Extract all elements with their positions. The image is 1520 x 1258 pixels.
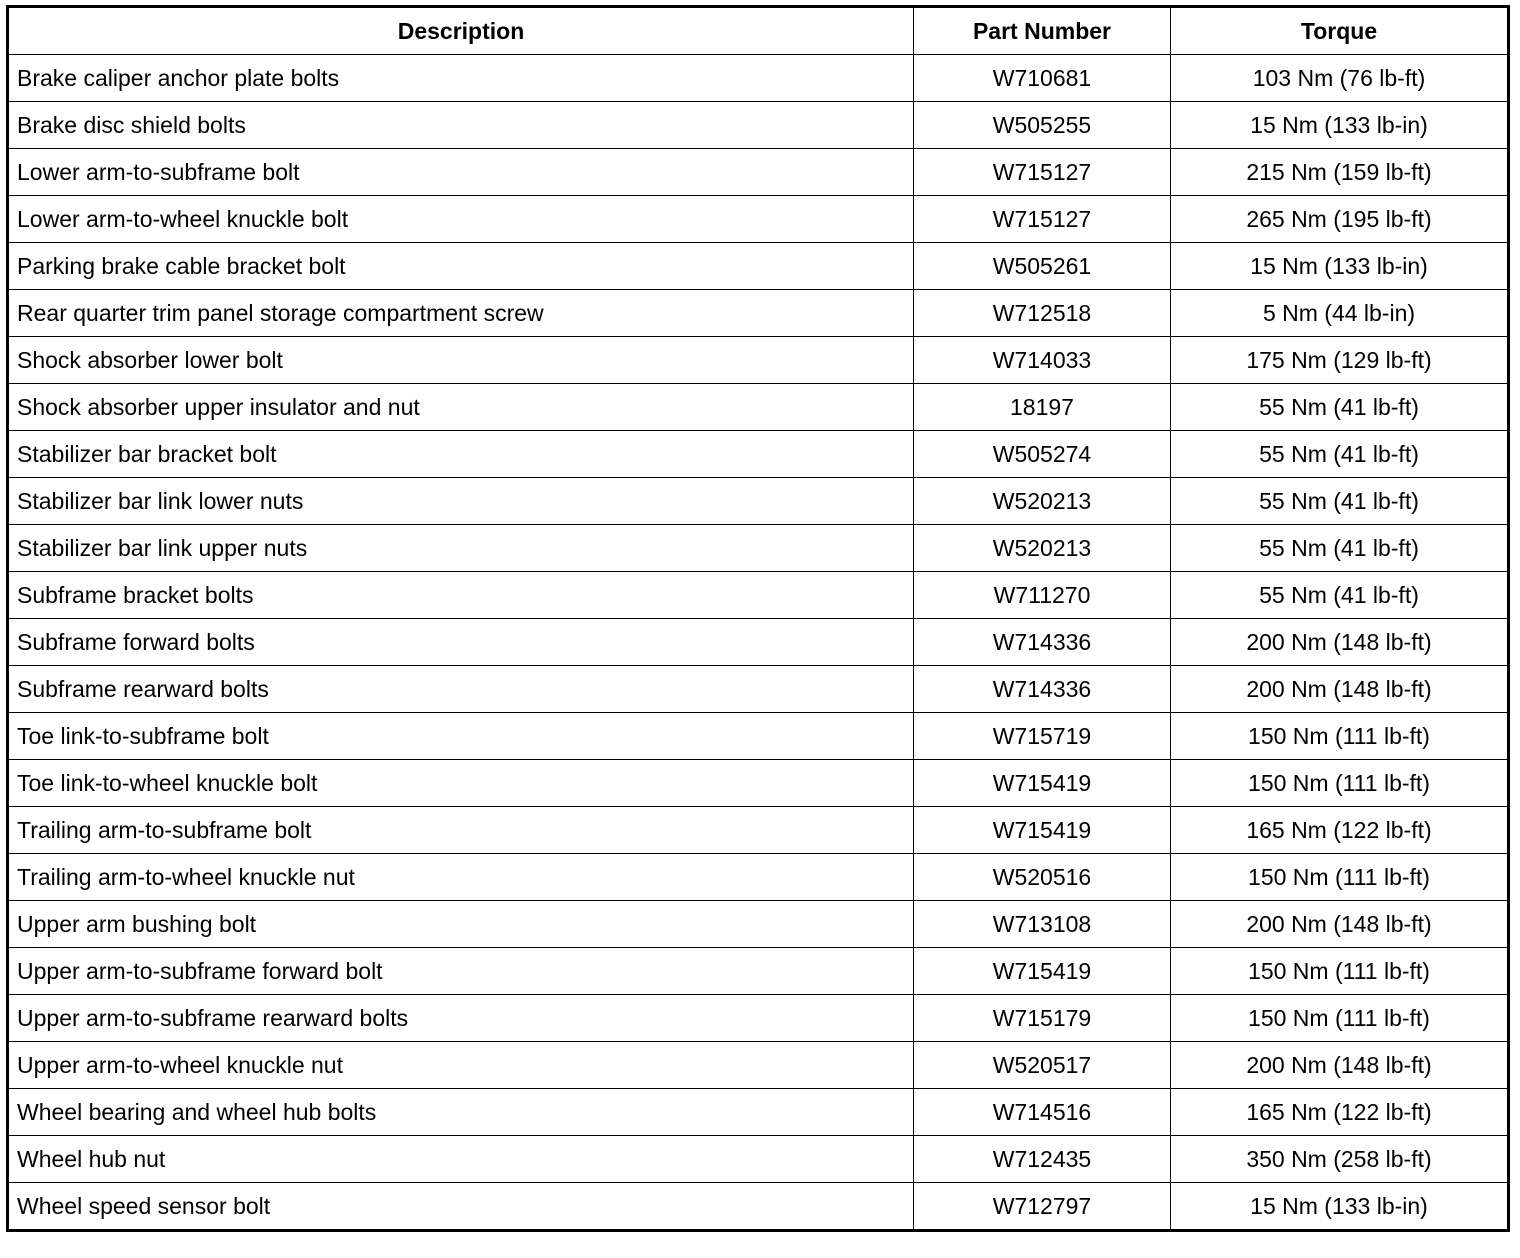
table-row <box>8 290 1509 337</box>
torque-cell: 265 Nm (195 lb-ft) <box>1171 196 1509 243</box>
description-cell: Toe link-to-wheel knuckle bolt <box>8 760 914 807</box>
part-number-cell: W714336 <box>914 666 1171 713</box>
part-number-cell: W505261 <box>914 243 1171 290</box>
torque-cell: 200 Nm (148 lb-ft) <box>1171 619 1509 666</box>
table-row <box>8 666 1509 713</box>
torque-cell: 55 Nm (41 lb-ft) <box>1171 431 1509 478</box>
part-number-cell: W713108 <box>914 901 1171 948</box>
torque-cell: 200 Nm (148 lb-ft) <box>1171 901 1509 948</box>
description-cell: Parking brake cable bracket bolt <box>8 243 914 290</box>
part-number-cell: W710681 <box>914 55 1171 102</box>
part-number-cell: W714516 <box>914 1089 1171 1136</box>
table-row <box>8 807 1509 854</box>
part-number-cell: W520517 <box>914 1042 1171 1089</box>
description-cell: Upper arm-to-subframe rearward bolts <box>8 995 914 1042</box>
torque-cell: 350 Nm (258 lb-ft) <box>1171 1136 1509 1183</box>
description-cell: Wheel bearing and wheel hub bolts <box>8 1089 914 1136</box>
torque-cell: 150 Nm (111 lb-ft) <box>1171 948 1509 995</box>
description-cell: Wheel hub nut <box>8 1136 914 1183</box>
torque-cell: 15 Nm (133 lb-in) <box>1171 102 1509 149</box>
torque-specification-table <box>6 5 1510 1232</box>
torque-cell: 103 Nm (76 lb-ft) <box>1171 55 1509 102</box>
table-row <box>8 431 1509 478</box>
part-number-cell: W520213 <box>914 525 1171 572</box>
table-row <box>8 1183 1509 1231</box>
torque-cell: 165 Nm (122 lb-ft) <box>1171 807 1509 854</box>
part-number-cell: W715719 <box>914 713 1171 760</box>
torque-cell: 55 Nm (41 lb-ft) <box>1171 525 1509 572</box>
torque-cell: 200 Nm (148 lb-ft) <box>1171 1042 1509 1089</box>
torque-cell: 150 Nm (111 lb-ft) <box>1171 854 1509 901</box>
table-row <box>8 713 1509 760</box>
torque-cell: 150 Nm (111 lb-ft) <box>1171 760 1509 807</box>
header-row <box>8 7 1509 55</box>
part-number-cell: W505274 <box>914 431 1171 478</box>
torque-cell: 55 Nm (41 lb-ft) <box>1171 572 1509 619</box>
table-row <box>8 196 1509 243</box>
column-header-torque: Torque <box>1171 7 1509 55</box>
part-number-cell: W712435 <box>914 1136 1171 1183</box>
table-body <box>8 55 1509 1231</box>
table-row <box>8 901 1509 948</box>
description-cell: Toe link-to-subframe bolt <box>8 713 914 760</box>
table-header <box>8 7 1509 55</box>
torque-cell: 165 Nm (122 lb-ft) <box>1171 1089 1509 1136</box>
torque-cell: 5 Nm (44 lb-in) <box>1171 290 1509 337</box>
part-number-cell: W711270 <box>914 572 1171 619</box>
table-row <box>8 525 1509 572</box>
part-number-cell: W520516 <box>914 854 1171 901</box>
column-header-part-number: Part Number <box>914 7 1171 55</box>
description-cell: Wheel speed sensor bolt <box>8 1183 914 1231</box>
table-row <box>8 760 1509 807</box>
description-cell: Lower arm-to-subframe bolt <box>8 149 914 196</box>
part-number-cell: W715419 <box>914 760 1171 807</box>
column-header-description: Description <box>8 7 914 55</box>
table-row <box>8 995 1509 1042</box>
description-cell: Subframe forward bolts <box>8 619 914 666</box>
part-number-cell: W714033 <box>914 337 1171 384</box>
table-row <box>8 948 1509 995</box>
part-number-cell: W505255 <box>914 102 1171 149</box>
description-cell: Upper arm bushing bolt <box>8 901 914 948</box>
torque-cell: 15 Nm (133 lb-in) <box>1171 243 1509 290</box>
description-cell: Trailing arm-to-wheel knuckle nut <box>8 854 914 901</box>
torque-cell: 200 Nm (148 lb-ft) <box>1171 666 1509 713</box>
torque-cell: 55 Nm (41 lb-ft) <box>1171 478 1509 525</box>
torque-cell: 15 Nm (133 lb-in) <box>1171 1183 1509 1231</box>
description-cell: Stabilizer bar link upper nuts <box>8 525 914 572</box>
torque-cell: 150 Nm (111 lb-ft) <box>1171 713 1509 760</box>
description-cell: Upper arm-to-subframe forward bolt <box>8 948 914 995</box>
description-cell: Subframe rearward bolts <box>8 666 914 713</box>
part-number-cell: W715419 <box>914 948 1171 995</box>
table-row <box>8 572 1509 619</box>
table-row <box>8 1136 1509 1183</box>
description-cell: Rear quarter trim panel storage compartment screw <box>8 290 914 337</box>
part-number-cell: W715179 <box>914 995 1171 1042</box>
torque-cell: 150 Nm (111 lb-ft) <box>1171 995 1509 1042</box>
table-row <box>8 102 1509 149</box>
torque-cell: 55 Nm (41 lb-ft) <box>1171 384 1509 431</box>
table-row <box>8 478 1509 525</box>
part-number-cell: 18197 <box>914 384 1171 431</box>
table-row <box>8 384 1509 431</box>
part-number-cell: W715419 <box>914 807 1171 854</box>
torque-cell: 175 Nm (129 lb-ft) <box>1171 337 1509 384</box>
description-cell: Shock absorber upper insulator and nut <box>8 384 914 431</box>
part-number-cell: W715127 <box>914 196 1171 243</box>
part-number-cell: W712518 <box>914 290 1171 337</box>
table-row <box>8 55 1509 102</box>
description-cell: Lower arm-to-wheel knuckle bolt <box>8 196 914 243</box>
table-row <box>8 337 1509 384</box>
table-row <box>8 1042 1509 1089</box>
description-cell: Trailing arm-to-subframe bolt <box>8 807 914 854</box>
part-number-cell: W715127 <box>914 149 1171 196</box>
part-number-cell: W712797 <box>914 1183 1171 1231</box>
description-cell: Stabilizer bar link lower nuts <box>8 478 914 525</box>
description-cell: Shock absorber lower bolt <box>8 337 914 384</box>
part-number-cell: W520213 <box>914 478 1171 525</box>
description-cell: Subframe bracket bolts <box>8 572 914 619</box>
table-row <box>8 854 1509 901</box>
torque-cell: 215 Nm (159 lb-ft) <box>1171 149 1509 196</box>
table-row <box>8 1089 1509 1136</box>
part-number-cell: W714336 <box>914 619 1171 666</box>
table-row <box>8 243 1509 290</box>
description-cell: Brake caliper anchor plate bolts <box>8 55 914 102</box>
table-row <box>8 149 1509 196</box>
description-cell: Upper arm-to-wheel knuckle nut <box>8 1042 914 1089</box>
table-row <box>8 619 1509 666</box>
description-cell: Stabilizer bar bracket bolt <box>8 431 914 478</box>
description-cell: Brake disc shield bolts <box>8 102 914 149</box>
